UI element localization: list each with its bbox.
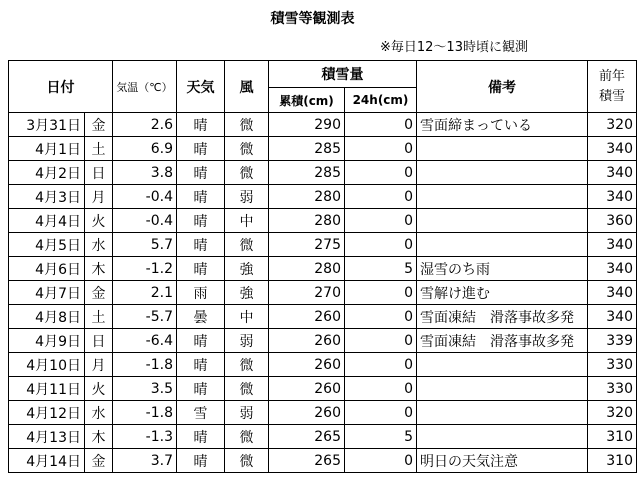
observation-note: ※毎日12〜13時頃に観測: [380, 40, 528, 55]
cell-weather: 晴: [177, 353, 225, 377]
table-row: [9, 425, 637, 449]
cell-temperature: 2.1: [113, 281, 177, 305]
header-wind: 風: [225, 61, 269, 113]
cell-day-of-week: 日: [85, 161, 113, 185]
cell-accumulated-snow: 280: [269, 185, 345, 209]
cell-weather: 晴: [177, 137, 225, 161]
cell-prev-year-snow: 310: [588, 425, 637, 449]
cell-wind: 強: [225, 257, 269, 281]
cell-accumulated-snow: 280: [269, 257, 345, 281]
cell-24h-snow: 0: [345, 161, 417, 185]
table-row: [9, 305, 637, 329]
cell-date: 4月13日: [9, 425, 85, 449]
table-row: [9, 329, 637, 353]
cell-date: 4月5日: [9, 233, 85, 257]
table-row: [9, 161, 637, 185]
table-row: [9, 185, 637, 209]
cell-wind: 弱: [225, 329, 269, 353]
cell-prev-year-snow: 340: [588, 161, 637, 185]
cell-24h-snow: 0: [345, 209, 417, 233]
header-weather: 天気: [177, 61, 225, 113]
cell-temperature: 3.7: [113, 449, 177, 473]
cell-accumulated-snow: 260: [269, 353, 345, 377]
header-temp: 気温（℃）: [113, 61, 177, 113]
cell-temperature: 3.8: [113, 161, 177, 185]
cell-day-of-week: 木: [85, 257, 113, 281]
cell-remarks: 雪面凍結 滑落事故多発: [417, 329, 588, 353]
cell-prev-year-snow: 330: [588, 377, 637, 401]
cell-date: 4月4日: [9, 209, 85, 233]
cell-weather: 雨: [177, 281, 225, 305]
cell-weather: 晴: [177, 329, 225, 353]
table-row: [9, 401, 637, 425]
cell-date: 4月8日: [9, 305, 85, 329]
cell-prev-year-snow: 340: [588, 185, 637, 209]
cell-accumulated-snow: 260: [269, 329, 345, 353]
cell-accumulated-snow: 265: [269, 449, 345, 473]
cell-date: 4月12日: [9, 401, 85, 425]
cell-wind: 微: [225, 161, 269, 185]
cell-accumulated-snow: 265: [269, 425, 345, 449]
cell-prev-year-snow: 340: [588, 137, 637, 161]
cell-temperature: 6.9: [113, 137, 177, 161]
cell-wind: 微: [225, 425, 269, 449]
cell-wind: 微: [225, 233, 269, 257]
cell-date: 4月11日: [9, 377, 85, 401]
cell-weather: 晴: [177, 233, 225, 257]
cell-remarks: 明日の天気注意: [417, 449, 588, 473]
cell-date: 4月3日: [9, 185, 85, 209]
cell-24h-snow: 5: [345, 425, 417, 449]
cell-temperature: 5.7: [113, 233, 177, 257]
cell-day-of-week: 土: [85, 137, 113, 161]
table-body: [9, 113, 637, 473]
cell-prev-year-snow: 340: [588, 233, 637, 257]
cell-temperature: -1.2: [113, 257, 177, 281]
cell-prev-year-snow: 330: [588, 353, 637, 377]
cell-date: 4月9日: [9, 329, 85, 353]
cell-wind: 微: [225, 449, 269, 473]
cell-day-of-week: 月: [85, 353, 113, 377]
cell-wind: 弱: [225, 401, 269, 425]
cell-date: 4月10日: [9, 353, 85, 377]
table-row: [9, 281, 637, 305]
cell-prev-year-snow: 360: [588, 209, 637, 233]
header-prev-line1: 前年: [598, 68, 625, 84]
cell-accumulated-snow: 290: [269, 113, 345, 137]
cell-remarks: [417, 209, 588, 233]
cell-remarks: [417, 185, 588, 209]
cell-day-of-week: 水: [85, 401, 113, 425]
table-row: [9, 113, 637, 137]
cell-remarks: [417, 161, 588, 185]
cell-temperature: 2.6: [113, 113, 177, 137]
cell-date: 4月1日: [9, 137, 85, 161]
header-accum: 累積(cm): [269, 88, 345, 113]
cell-temperature: -1.3: [113, 425, 177, 449]
cell-prev-year-snow: 340: [588, 305, 637, 329]
cell-remarks: 湿雪のち雨: [417, 257, 588, 281]
cell-remarks: 雪解け進む: [417, 281, 588, 305]
table-row: [9, 137, 637, 161]
cell-temperature: -1.8: [113, 401, 177, 425]
table-row: [9, 449, 637, 473]
header-24h: 24h(cm): [345, 88, 417, 113]
table-row: [9, 353, 637, 377]
cell-accumulated-snow: 285: [269, 161, 345, 185]
cell-day-of-week: 金: [85, 113, 113, 137]
cell-24h-snow: 0: [345, 449, 417, 473]
cell-24h-snow: 0: [345, 233, 417, 257]
table-row: [9, 233, 637, 257]
cell-weather: 晴: [177, 161, 225, 185]
cell-date: 4月14日: [9, 449, 85, 473]
cell-24h-snow: 0: [345, 329, 417, 353]
cell-prev-year-snow: 339: [588, 329, 637, 353]
header-prev-line2: 積雪: [598, 88, 625, 104]
cell-wind: 微: [225, 137, 269, 161]
header-remarks: 備考: [417, 61, 588, 113]
cell-accumulated-snow: 285: [269, 137, 345, 161]
cell-day-of-week: 火: [85, 377, 113, 401]
cell-24h-snow: 0: [345, 113, 417, 137]
page-title: 積雪等観測表: [270, 11, 355, 27]
cell-accumulated-snow: 260: [269, 401, 345, 425]
cell-wind: 強: [225, 281, 269, 305]
cell-remarks: 雪面締まっている: [417, 113, 588, 137]
cell-wind: 微: [225, 353, 269, 377]
cell-wind: 弱: [225, 185, 269, 209]
cell-weather: 雪: [177, 401, 225, 425]
cell-wind: 微: [225, 377, 269, 401]
cell-wind: 中: [225, 305, 269, 329]
cell-accumulated-snow: 270: [269, 281, 345, 305]
cell-accumulated-snow: 260: [269, 305, 345, 329]
cell-prev-year-snow: 340: [588, 257, 637, 281]
cell-remarks: [417, 233, 588, 257]
cell-day-of-week: 土: [85, 305, 113, 329]
cell-weather: 晴: [177, 209, 225, 233]
snow-observation-table: [8, 60, 637, 473]
cell-temperature: -6.4: [113, 329, 177, 353]
cell-prev-year-snow: 320: [588, 113, 637, 137]
cell-wind: 中: [225, 209, 269, 233]
cell-remarks: [417, 353, 588, 377]
cell-accumulated-snow: 275: [269, 233, 345, 257]
header-date: 日付: [9, 61, 113, 113]
cell-temperature: -0.4: [113, 209, 177, 233]
cell-remarks: 雪面凍結 滑落事故多発: [417, 305, 588, 329]
cell-day-of-week: 月: [85, 185, 113, 209]
cell-weather: 晴: [177, 449, 225, 473]
cell-24h-snow: 0: [345, 353, 417, 377]
table-row: [9, 257, 637, 281]
cell-prev-year-snow: 310: [588, 449, 637, 473]
cell-24h-snow: 5: [345, 257, 417, 281]
cell-day-of-week: 水: [85, 233, 113, 257]
cell-24h-snow: 0: [345, 185, 417, 209]
cell-weather: 晴: [177, 113, 225, 137]
cell-day-of-week: 木: [85, 425, 113, 449]
cell-weather: 晴: [177, 185, 225, 209]
cell-remarks: [417, 137, 588, 161]
table-row: [9, 377, 637, 401]
cell-date: 4月2日: [9, 161, 85, 185]
cell-prev-year-snow: 340: [588, 281, 637, 305]
cell-24h-snow: 0: [345, 281, 417, 305]
cell-temperature: -5.7: [113, 305, 177, 329]
cell-weather: 曇: [177, 305, 225, 329]
cell-temperature: -0.4: [113, 185, 177, 209]
cell-date: 4月7日: [9, 281, 85, 305]
cell-date: 4月6日: [9, 257, 85, 281]
cell-remarks: [417, 377, 588, 401]
cell-24h-snow: 0: [345, 137, 417, 161]
cell-accumulated-snow: 260: [269, 377, 345, 401]
header-snow: 積雪量: [269, 61, 417, 88]
cell-remarks: [417, 401, 588, 425]
cell-accumulated-snow: 280: [269, 209, 345, 233]
cell-24h-snow: 0: [345, 305, 417, 329]
cell-remarks: [417, 425, 588, 449]
cell-prev-year-snow: 320: [588, 401, 637, 425]
table-row: [9, 209, 637, 233]
cell-temperature: -1.8: [113, 353, 177, 377]
cell-day-of-week: 金: [85, 449, 113, 473]
cell-weather: 晴: [177, 257, 225, 281]
header-prev-year: [588, 61, 637, 113]
cell-date: 3月31日: [9, 113, 85, 137]
cell-weather: 晴: [177, 377, 225, 401]
cell-day-of-week: 日: [85, 329, 113, 353]
cell-wind: 微: [225, 113, 269, 137]
cell-day-of-week: 火: [85, 209, 113, 233]
cell-day-of-week: 金: [85, 281, 113, 305]
cell-24h-snow: 0: [345, 401, 417, 425]
cell-temperature: 3.5: [113, 377, 177, 401]
cell-weather: 晴: [177, 425, 225, 449]
cell-24h-snow: 0: [345, 377, 417, 401]
